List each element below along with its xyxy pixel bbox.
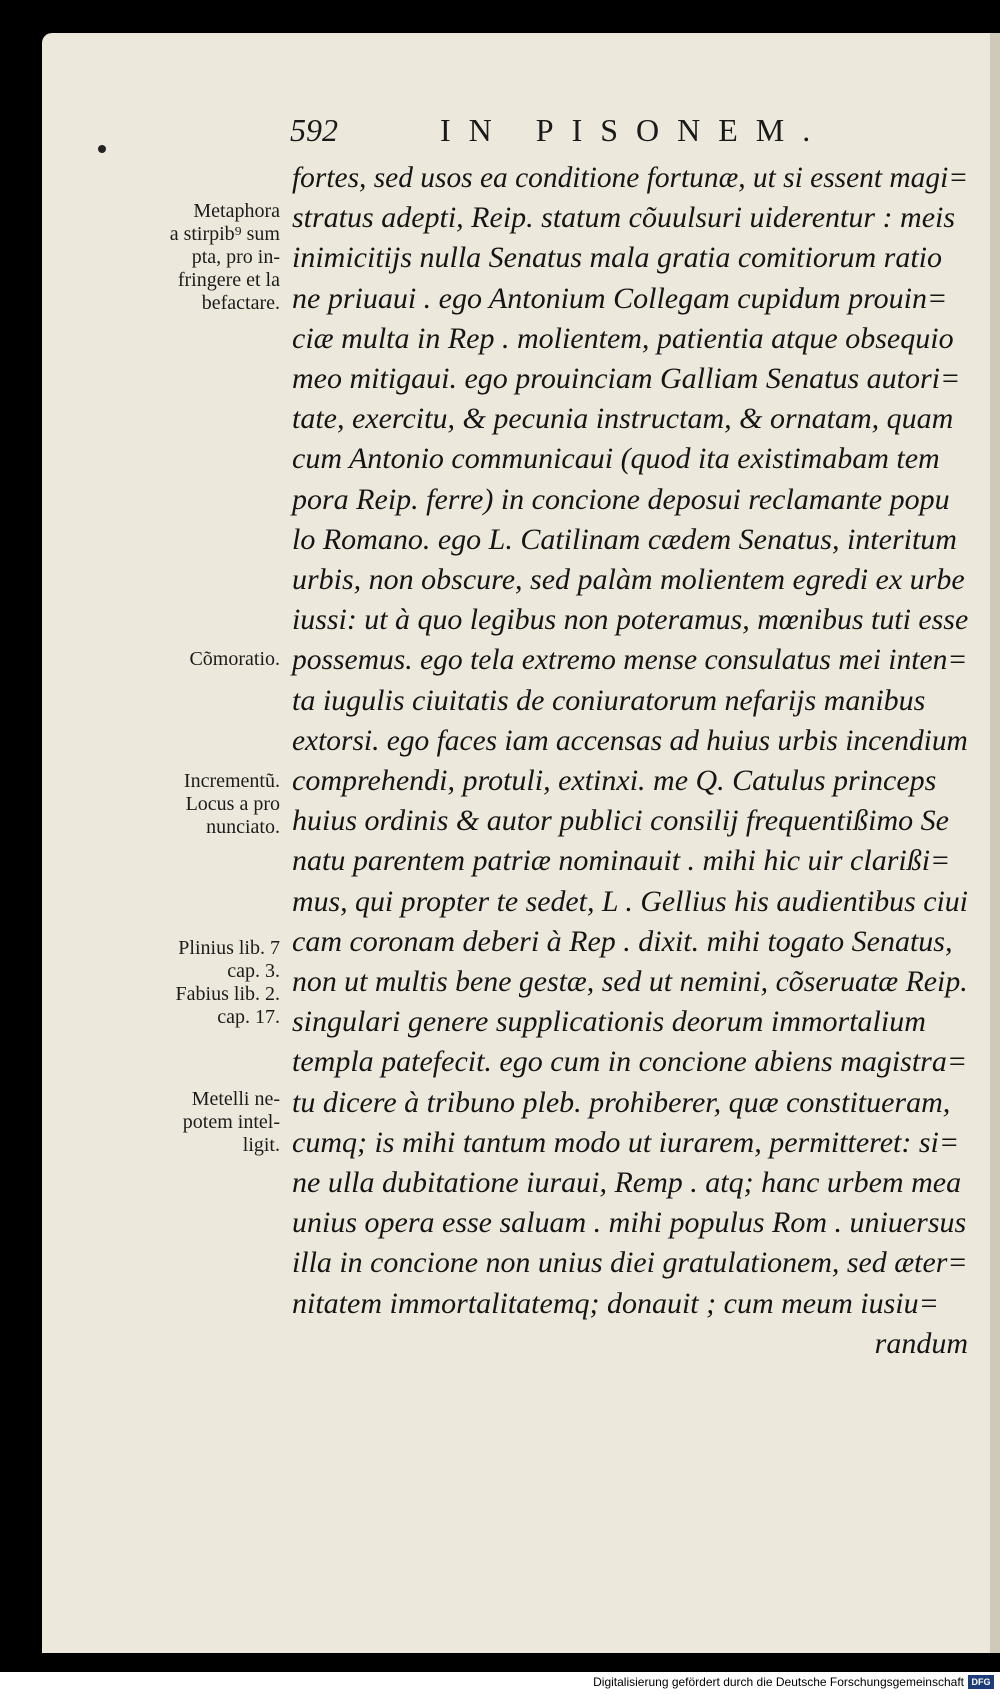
text-line: unius opera esse saluam . mihi populus Rom . uniuersus <box>292 1206 967 1240</box>
running-header <box>290 112 830 152</box>
marginal-line: pta, pro in- <box>191 246 280 268</box>
footer-credit: Digitalisierung gefördert durch die Deutsche Forschungsgemeinschaft <box>593 1675 964 1689</box>
marginal-line: Incrementũ. <box>183 770 280 792</box>
marginal-note <box>130 770 280 839</box>
marginal-line: a stirpib⁹ sum <box>169 223 280 245</box>
text-line: iussi: ut à quo legibus non poteramus, mœnibus tuti esse <box>292 603 969 637</box>
text-line: extorsi. ego faces iam accensas ad huius urbis incendium <box>292 724 968 757</box>
page-number: 592 <box>290 112 338 148</box>
text-line: cam coronam deberi à Rep . dixit. mihi togato Senatus, <box>292 924 953 958</box>
marginal-note <box>130 200 280 315</box>
text-line: ne priuaui . ego Antonium Collegam cupidum prouin= <box>292 281 948 315</box>
text-line: lo Romano. ego L. Catilinam cædem Senatus, interitum <box>292 522 957 556</box>
marginal-line: potem intel- <box>182 1111 280 1133</box>
marginal-note <box>130 937 280 1029</box>
main-text-block <box>292 158 968 1364</box>
text-line: singulari genere supplicationis deorum immortalium <box>292 1005 926 1039</box>
text-line: possemus. ego tela extremo mense consulatus mei inten= <box>292 644 968 677</box>
marginal-line: Metelli ne- <box>191 1088 280 1110</box>
text-line: illa in concione non unius diei gratulationem, sed æter= <box>292 1246 968 1280</box>
marginal-line: cap. 17. <box>217 1006 280 1028</box>
text-line: nitatem immortalitatemq; donauit ; cum meum iusiu= <box>292 1286 939 1320</box>
marginal-line: nunciato. <box>206 816 280 838</box>
text-line: non ut multis bene gestæ, sed ut nemini, cõseruatæ Reip. <box>292 965 968 999</box>
marginal-line: Cõmoratio. <box>189 648 280 670</box>
text-line: urbis, non obscure, sed palàm molientem egredi ex urbe <box>292 563 965 597</box>
text-line: tu dicere à tribuno pleb. prohiberer, quæ constitueram, <box>292 1085 951 1119</box>
text-line: natu parentem patriæ nominauit . mihi hic uir clarißi= <box>292 844 951 878</box>
running-title: IN PISONEM. <box>440 112 829 148</box>
text-line: mus, qui propter te sedet, L . Gellius his audientibus ciui <box>292 884 968 918</box>
marginal-note <box>130 648 280 671</box>
text-line: cumq; is mihi tantum modo ut iurarem, permitteret: si= <box>292 1125 960 1159</box>
text-line: ne ulla dubitatione iuraui, Remp . atq; hanc urbem mea <box>292 1166 962 1200</box>
text-line: comprehendi, protuli, extinxi. me Q. Catulus princeps <box>292 764 937 798</box>
text-line: ta iugulis ciuitatis de coniuratorum nefarijs manibus <box>292 683 926 717</box>
text-line: stratus adepti, Reip. statum cõuulsuri uiderentur : meis <box>292 201 956 235</box>
text-line: tate, exercitu, & pecunia instructam, & ornatam, quam <box>292 402 954 436</box>
text-line: cum Antonio communicaui (quod ita existimabam tem <box>292 442 940 476</box>
marginal-line: Fabius lib. 2. <box>175 983 280 1005</box>
text-line: pora Reip. ferre) in concione deposui reclamante popu <box>292 482 950 516</box>
text-line: inimicitijs nulla Senatus mala gratia comitiorum ratio <box>292 241 943 275</box>
ink-spot <box>98 145 106 153</box>
catchword: randum <box>874 1326 968 1360</box>
text-line: templa patefecit. ego cum in concione abiens magistra= <box>292 1045 968 1079</box>
text-line: meo mitigaui. ego prouinciam Galliam Senatus autori= <box>292 362 961 396</box>
marginal-line: cap. 3. <box>227 960 280 982</box>
footer-bar <box>0 1672 1000 1694</box>
text-line: fortes, sed usos ea conditione fortunæ, ut si essent magi= <box>292 162 969 194</box>
dfg-logo-icon: DFG <box>968 1675 994 1689</box>
marginal-line: Plinius lib. 7 <box>178 937 280 959</box>
marginal-line: fringere et la <box>177 269 280 291</box>
text-line: huius ordinis & autor publici consilij frequentißimo Se <box>292 804 949 838</box>
marginal-note <box>130 1088 280 1157</box>
marginal-line: befactare. <box>201 292 280 314</box>
page-edge <box>990 33 1000 1653</box>
marginal-line: Locus a pro <box>185 793 280 815</box>
marginal-line: Metaphora <box>193 200 280 222</box>
marginal-line: ligit. <box>242 1134 280 1156</box>
text-line: ciæ multa in Rep . molientem, patientia atque obsequio <box>292 321 954 355</box>
